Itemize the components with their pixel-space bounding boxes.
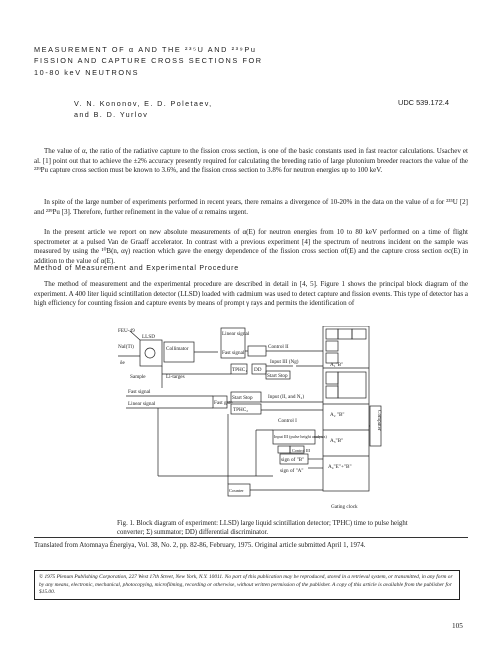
fast-gate-label: Fast gate [214,400,233,406]
sigma-label: δe [120,360,125,366]
authors-line-2: and B. D. Yurlov [74,110,149,119]
sign-b-label: sign of "B" [281,457,305,463]
start-stop2-label: Start Stop [232,395,253,401]
authors-line-1: V. N. Kononov, E. D. Poletaev, [74,99,213,108]
analyzer-4-label: A₄"E"+"B" [328,464,352,470]
footnote-rule [34,537,468,538]
tphc1-label: TPHC₁ [232,367,248,373]
intro-paragraph-2 [34,198,468,217]
method-paragraph [34,280,468,309]
analyzer-1-label: A₁"B" [330,362,344,368]
intro-paragraph-1 [34,147,468,176]
input-iii-b-label: Input III (pulse height analysis) [274,434,327,439]
gating-clock-label: Gating clock [331,504,358,510]
control-ii-label: Control II [268,344,289,350]
block-diagram [118,326,382,516]
analyzer-3-label: A₃"B" [330,438,344,444]
fast-signal2-label: Fast signal [128,389,151,395]
title-line-3: 10-80 keV NEUTRONS [34,67,140,77]
title-line-2: FISSION AND CAPTURE CROSS SECTIONS FOR [34,56,263,66]
analyzer-2-label: A₂ "B" [330,412,345,418]
udc-code: UDC 539.172.4 [398,98,449,107]
nai-label: NaI(Tl) [118,344,134,350]
paragraph-text: The method of measurement and the experimental procedure are described in detail in [4, 5]. Figure 1 shows the principal block diagram of the experiment. A 400 liter liquid scintillation detector (LLSD) loaded with cadmium was used to detect capture and fission events. This type of detector has a high efficiency for counting fission and capture events by means of prompt γ rays and permits the identification of [34,280,468,307]
figure-caption: Fig. 1. Block diagram of experiment: LLSD) large liquid scintillation detector; TPHC) time to pulse height converter; Σ) summator; DD) differential discriminator. [117,520,408,536]
paragraph-text: In spite of the large number of experiments performed in recent years, there remains a divergence of 10-20% in the data on the value of α for ²³⁵U [2] and ²³⁹Pu [3]. Therefore, further refinement in the value of α remains urgent. [34,198,468,216]
paragraph-text: In the present article we report on new absolute measurements of α(E) for neutron energies from 10 to 80 keV performed on a time of flight spectrometer at a pulsed Van de Graaff accelerator. In contrast with a previous experiment [4] the spectrum of neutrons incident on the sample was measured by using the ¹⁰B(n, αγ) reaction which gave the energy dependence of the fission cross section σf(E) and the capture cross section σc(E) in addition to the value of α(E). [34,228,468,265]
fast-signal-label: Fast signal [222,350,245,356]
control-iii-label: Control III [292,448,311,453]
authors [74,98,213,120]
paragraph-text: The value of α, the ratio of the radiative capture to the fission cross section, is one of the basic constants used in fast reactor calculations. Usachev et al. [1] point out that to achieve the ±2% accuracy presently required for calculating the breeding ratio of large plutonium breeder reactors the value of the ²³⁹Pu capture cross section must be known to 3.6%, and the fission cross section to 3.8% for neutron energies up to 100 keV. [34,147,468,174]
start-stop-label: Start Stop [267,373,288,379]
section-heading: Method of Measurement and Experimental Procedure [34,265,239,272]
llsd-label: LLSD [142,334,155,340]
linear-signal2-label: Linear signal [128,401,156,407]
intro-paragraph-3 [34,228,468,266]
sample-label: Sample [130,374,146,380]
control-i-label: Control I [278,418,297,424]
li-targets-label: Li-targes [166,374,185,380]
sign-a-label: sign of "A" [280,468,304,474]
computer-label: Computer [376,410,382,431]
llsd-box [140,340,162,366]
copyright-notice: © 1975 Plenum Publishing Corporation, 227 West 17th Street, New York, N.Y. 10011. No part of this publication may be reproduced, stored in a retrieval system, or transmitted, in any form or by any means, electronic, mechanical, photocopying, microfilming, recording or otherwise, without written permission of the publisher. A copy of this article is available from the publisher for $15.00. [34,570,460,600]
linear-signal-label: Linear signal [222,331,250,337]
collimator-label: Collimator [166,346,189,352]
sum-box [248,346,266,356]
title-line-1: MEASUREMENT OF α AND THE ²³⁵U AND ²³⁹Pu [34,45,257,54]
translation-footnote: Translated from Atomnaya Énergiya, Vol. 38, No. 2, pp. 82-86, February, 1975. Original article submitted April 1, 1974. [34,542,366,549]
counter-label: Counter [229,488,244,493]
page-number: 105 [452,622,463,630]
input-ii-label: Input (II, and N₂) [268,394,305,400]
input-iii-label: Input III (Ng) [270,359,299,365]
tphc2-label: TPHC₂ [233,407,249,413]
collimator-box [164,342,194,362]
dd-label: DD [254,367,262,373]
article-title [34,44,364,78]
feu-label: FEU-49 [118,328,135,334]
